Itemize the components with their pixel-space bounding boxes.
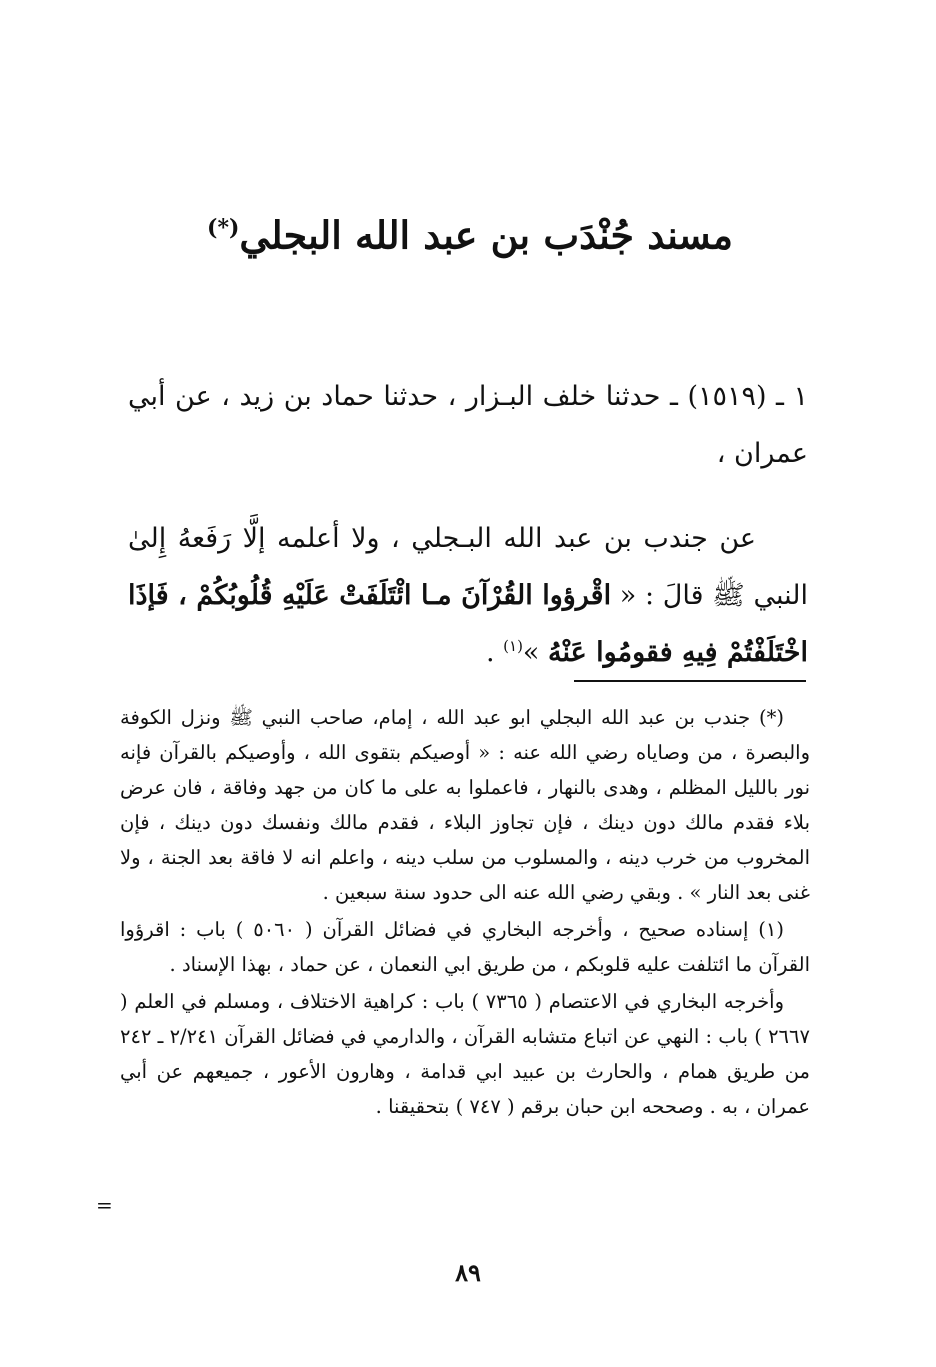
chapter-title-text: مسند جُنْدَب بن عبد الله البجلي bbox=[239, 212, 733, 258]
hadith-quote: اقْرؤوا القُرْآنَ مـا ائْتَلَفَتْ عَلَيْهِ قُلُوبُكُمْ ، فَإذَا اخْتَلَفْتُمْ فِيهِ فقومُوا عَنْهُ bbox=[128, 580, 808, 668]
chapter-title-marker: (*) bbox=[207, 215, 240, 241]
footnote-divider bbox=[574, 680, 806, 682]
hadith-end: . bbox=[485, 637, 504, 668]
hadith-matn bbox=[128, 510, 808, 681]
hadith-intro: عن جندب بن عبد الله البـجلي ، ولا أعلمه إلَّا رَفَعهُ إِلىٰ النبي ﷺ قالَ : « bbox=[128, 523, 808, 611]
footnotes bbox=[120, 700, 810, 1124]
hadith-body bbox=[128, 368, 808, 681]
footnote-1-continued: وأخرجه البخاري في الاعتصام ( ٧٣٦٥ ) باب : كراهية الاختلاف ، ومسلم في العلم ( ٢٦٦٧ ) باب : النهي عن اتباع متشابه القرآن ، والدارمي في فضائل القرآن ٢/٢٤١ ـ ٢٤٢ من طريق همام ، والحارث بن عبيد ابي قدامة ، وهارون الأعور ، جميعهم عن أبي عمران ، به . وصححه ابن حبان برقم ( ٧٤٧ ) بتحقيقنا . bbox=[120, 990, 810, 1118]
continuation-mark: = bbox=[96, 1193, 113, 1217]
chapter-title bbox=[120, 200, 820, 264]
hadith-quote-close: » bbox=[522, 637, 540, 668]
footnote-1: (١) إسناده صحيح ، وأخرجه البخاري في فضائل القرآن ( ٥٠٦٠ ) باب : اقرؤوا القرآن ما ائتلفت عليه قلوبكم ، من طريق ابي النعمان ، عن حماد ، بهذا الإسناد . bbox=[120, 918, 810, 976]
footnote-reference: (١) bbox=[503, 637, 523, 655]
page-number: ٨٩ bbox=[455, 1258, 481, 1287]
hadith-isnad: ١ ـ (١٥١٩) ـ حدثنا خلف البـزار ، حدثنا حماد بن زيد ، عن أبي عمران ، bbox=[128, 381, 809, 469]
footnote-star: (*) جندب بن عبد الله البجلي ابو عبد الله ، إمام، صاحب النبي ﷺ ونزل الكوفة والبصرة ، من وصاياه رضي الله عنه : « أوصيكم بتقوى الله ، وأوصيكم بالقرآن فإنه نور بالليل المظلم ، وهدى بالنهار ، فاعملوا به على ما كان من جهد وفاقة ، فان عرض بلاء فقدم مالك دون دينك ، فإن تجاوز البلاء ، فقدم مالك ونفسك دون دينك ، فإن المخروب من خرب دينه ، والمسلوب من سلب دينه ، واعلم انه لا فاقة بعد الجنة ، ولا غنى بعد النار » . وبقي رضي الله عنه الى حدود سنة سبعين . bbox=[120, 706, 810, 904]
